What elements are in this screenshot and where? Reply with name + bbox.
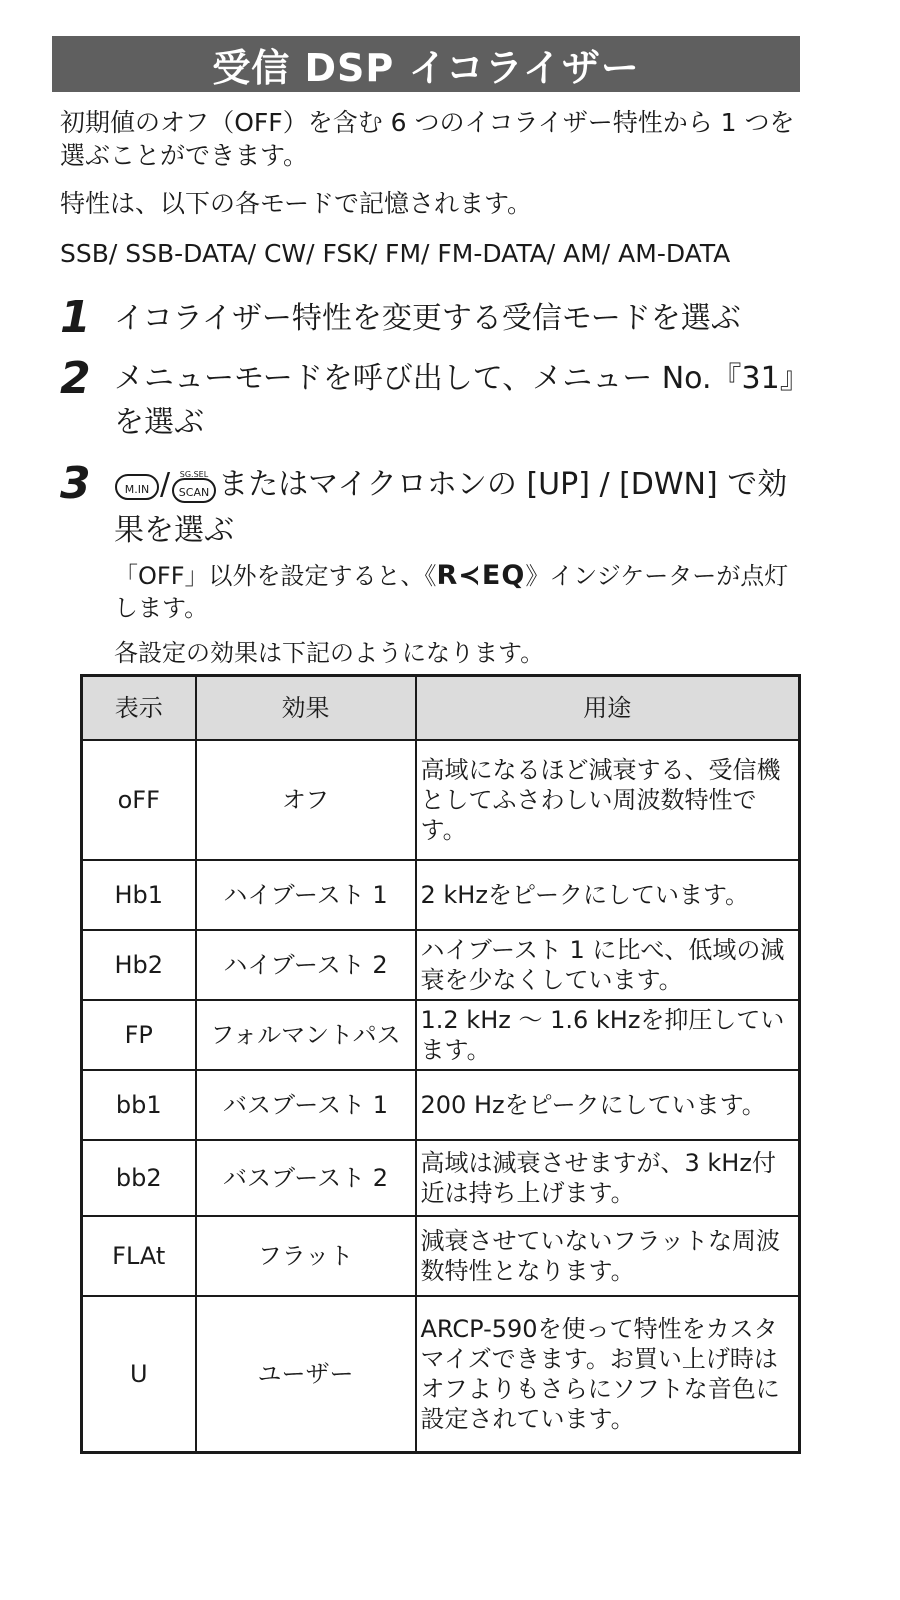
header-effect: 効果	[196, 676, 416, 741]
cell-display: Hb1	[82, 860, 196, 930]
table-row	[82, 1000, 800, 1070]
step-number: 2	[60, 353, 91, 404]
header-display: 表示	[82, 676, 196, 741]
cell-use: 高域になるほど減衰する、受信機としてふさわしい周波数特性です。	[416, 740, 800, 860]
indicator-note-pre: 「OFF」以外を設定すると、《	[114, 562, 437, 590]
step-text: メニューモードを呼び出して、メニュー No.『31』を選ぶ	[114, 361, 795, 440]
cell-effect: オフ	[196, 740, 416, 860]
cell-display: FLAt	[82, 1216, 196, 1296]
key-slash: /	[160, 467, 171, 502]
table-row	[82, 1216, 800, 1296]
cell-effect: ユーザー	[196, 1296, 416, 1452]
cell-effect: ハイブースト 2	[196, 930, 416, 1000]
indicator-note	[114, 560, 804, 624]
cell-effect: フラット	[196, 1216, 416, 1296]
table-header-row	[82, 676, 800, 741]
memory-note: 特性は、以下の各モードで記憶されます。	[60, 189, 533, 218]
indicator-note-post: 》インジケーターが点灯します。	[114, 562, 789, 622]
equalizer-table	[80, 674, 801, 1454]
cell-use: ハイブースト 1 に比べ、低域の減衰を少なくしています。	[416, 930, 800, 1000]
cell-display: U	[82, 1296, 196, 1452]
cell-display: FP	[82, 1000, 196, 1070]
cell-use: 減衰させていないフラットな周波数特性となります。	[416, 1216, 800, 1296]
header-use: 用途	[416, 676, 800, 741]
cell-use: 200 Hzをピークにしています。	[416, 1070, 800, 1140]
min-key-label: M.IN	[124, 482, 150, 496]
cell-display: bb1	[82, 1070, 196, 1140]
cell-use: ARCP-590を使って特性をカスタマイズできます。お買い上げ時はオフよりもさらにソフトな音色に設定されています。	[416, 1296, 800, 1452]
scan-key-top-label: SG.SEL	[179, 469, 209, 479]
section-title: 受信 DSP イコライザー	[52, 36, 800, 92]
table-row	[82, 930, 800, 1000]
min-key-icon	[114, 470, 160, 502]
table-row	[82, 740, 800, 860]
cell-effect: ハイブースト 1	[196, 860, 416, 930]
table-row	[82, 1140, 800, 1216]
cell-effect: フォルマントパス	[196, 1000, 416, 1070]
table-row	[82, 1070, 800, 1140]
cell-display: Hb2	[82, 930, 196, 1000]
intro-paragraph: 初期値のオフ（OFF）を含む 6 つのイコライザー特性から 1 つを選ぶことができます。	[60, 108, 795, 170]
cell-use: 1.2 kHz ～ 1.6 kHzを抑圧しています。	[416, 1000, 800, 1070]
table-row	[82, 860, 800, 930]
step-3-text: またはマイクロホンの [UP] / [DWN] で効果を選ぶ	[114, 467, 788, 548]
cell-effect: バスブースト 2	[196, 1140, 416, 1216]
req-indicator-icon: R≺EQ	[436, 560, 526, 591]
step-number: 1	[60, 292, 91, 343]
step-text	[114, 462, 804, 554]
scan-key-label: SCAN	[178, 485, 210, 499]
step-number: 3	[60, 458, 91, 509]
cell-use: 2 kHzをピークにしています。	[416, 860, 800, 930]
cell-use: 高域は減衰させますが、3 kHz付近は持ち上げます。	[416, 1140, 800, 1216]
step-text: イコライザー特性を変更する受信モードを選ぶ	[114, 301, 741, 336]
cell-display: oFF	[82, 740, 196, 860]
table-intro: 各設定の効果は下記のようになります。	[114, 639, 545, 667]
table-row	[82, 1296, 800, 1452]
cell-display: bb2	[82, 1140, 196, 1216]
scan-key-icon	[170, 468, 218, 504]
mode-list: SSB/ SSB-DATA/ CW/ FSK/ FM/ FM-DATA/ AM/ AM-DATA	[60, 239, 731, 268]
cell-effect: バスブースト 1	[196, 1070, 416, 1140]
